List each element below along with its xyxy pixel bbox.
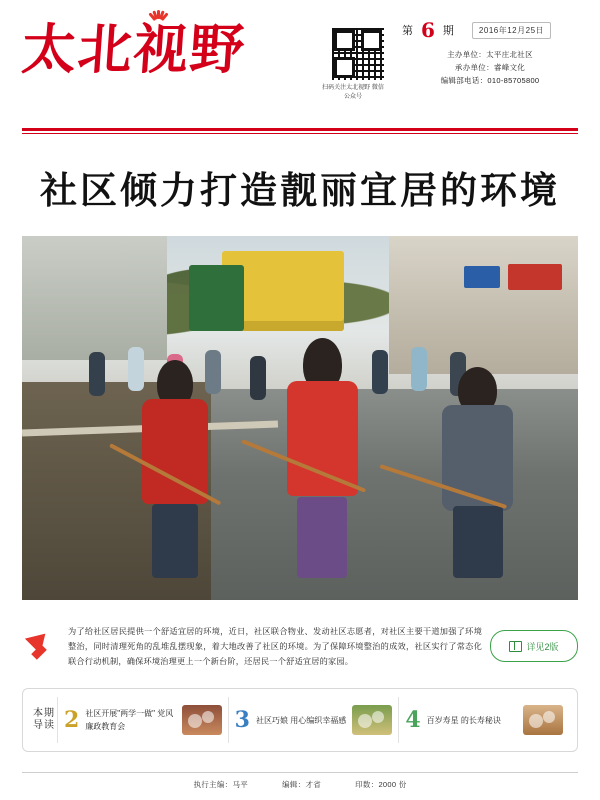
toc-text: 社区巧娘 用心编织幸福感 [255,715,347,725]
issue-number: 6 [421,18,435,42]
photo-worker-legs [297,497,347,579]
issue-row [402,20,578,40]
photo-worker-coat [142,399,209,504]
photo-worker-legs [152,504,199,578]
contents-label: 本期导读 [33,708,55,731]
issue-label-suffix: 期 [442,24,454,37]
footer-editor: 编辑：才省 [282,780,322,789]
masthead-divider [22,128,578,131]
masthead-divider-thin [22,133,578,134]
imprint-producer: 承办单位：睿峰文化 [454,63,526,72]
intro-block [22,610,578,682]
read-more-label: 详见2版 [526,641,559,652]
qr-caption: 扫码关注太北视野 微信公众号 [322,85,384,100]
photo-shop-sign-blue [464,266,500,288]
contents-bar [22,688,578,752]
photo-worker-1 [133,360,216,578]
photo-worker-2 [278,338,367,578]
footer [22,772,578,790]
photo-building-left [22,236,167,360]
photo-worker-3 [433,367,522,578]
masthead [19,0,578,122]
toc-number: 4 [405,707,421,733]
toc-thumbnail [182,705,222,735]
imprint-phone: 编辑部电话：010-85705800 [440,76,540,85]
footer-editor-in-chief: 执行主编：马平 [193,780,249,789]
book-icon [509,641,522,652]
toc-thumbnail [523,705,563,735]
lead-photo [22,236,578,600]
qr-code-icon[interactable] [332,28,384,80]
intro-text: 为了给社区居民提供一个舒适宜居的环境，近日，社区联合物业、发动社区志愿者，对社区主要干道加强了环境整治，同时清理死角的乱堆乱摆现象，着大地改善了社区的环境。为了保障环境整治的成效，社区实行了常态化联合行动机制，确保环境治理更上一个新台阶，还居民一个舒适宜居的家园。 [68,626,482,666]
toc-item-2[interactable] [57,697,228,743]
toc-item-4[interactable] [398,697,569,743]
photo-worker-coat [287,381,358,496]
toc-item-3[interactable] [228,697,399,743]
toc-text: 百岁寿星 的长寿秘诀 [426,715,501,725]
publication-title: 太北视野 [19,17,249,81]
footer-print-run: 印数：2000 份 [355,780,407,789]
toc-text: 社区开展"两学一做" 党风廉政教育会 [85,709,174,731]
imprint-organizer: 主办单位：太平庄北社区 [447,50,533,59]
toc-number: 2 [64,707,80,733]
issue-info [388,18,578,87]
photo-worker-legs [453,506,503,578]
photo-truck-cab [189,265,245,331]
photo-shop-sign-red [508,264,562,290]
page-title: 社区倾力打造靓丽宜居的环境 [40,168,560,212]
issue-label-prefix: 第 [402,24,413,37]
logo-block [19,17,322,81]
toc-number: 3 [234,707,250,733]
arrow-icon [22,625,64,667]
read-more-button[interactable] [490,630,578,662]
toc-thumbnail [352,705,392,735]
qr-block [322,22,388,102]
issue-date: 2016年12月25日 [472,22,551,39]
